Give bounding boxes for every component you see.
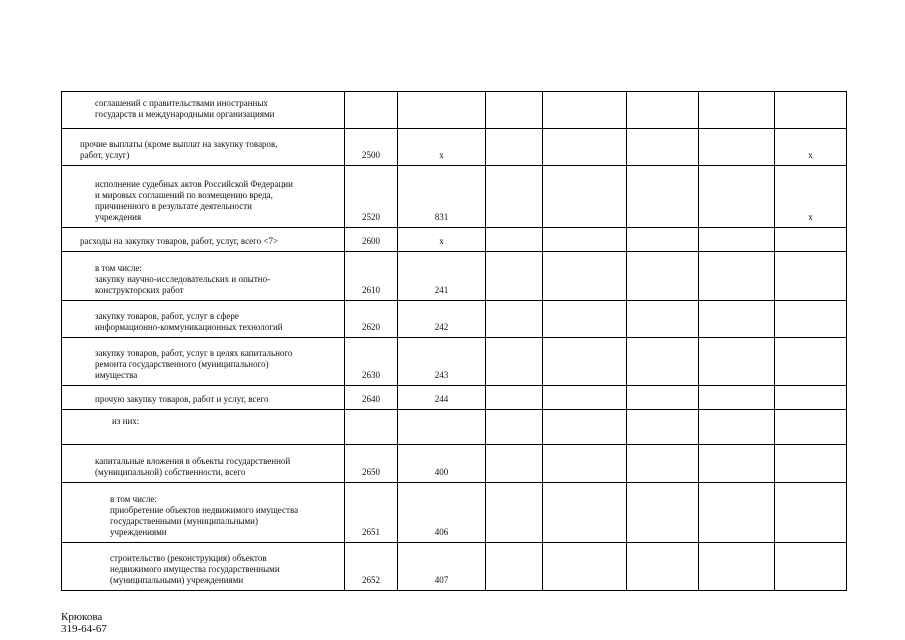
cell-empty (699, 483, 775, 543)
row-name: в том числе: приобретение объектов недвижимого имущества государственными (муниципальными) учреждениями (62, 483, 345, 543)
cell-empty (543, 386, 627, 410)
cell-empty (486, 228, 543, 252)
table-body (62, 92, 847, 591)
row-code (345, 410, 398, 445)
cell-empty (699, 228, 775, 252)
cell-empty (627, 129, 699, 166)
row-name: из них: (62, 410, 345, 445)
cell-empty (543, 483, 627, 543)
cell-empty (699, 543, 775, 591)
cell-empty (699, 129, 775, 166)
row-code: 2650 (345, 445, 398, 483)
table-row (62, 166, 847, 228)
row-name: соглашений с правительствами иностранных государств и международными организациями (62, 92, 345, 129)
cell-empty (627, 252, 699, 301)
row-name: исполнение судебных актов Российской Федерации и мировых соглашений по возмещению вреда, причиненного в результате деятельности учреждения (62, 166, 345, 228)
row-name: в том числе: закупку научно-исследовательских и опытно- конструкторских работ (62, 252, 345, 301)
table-row (62, 483, 847, 543)
row-kbk: 242 (398, 301, 486, 338)
cell-empty (699, 410, 775, 445)
row-col7 (775, 483, 847, 543)
cell-empty (543, 252, 627, 301)
cell-empty (486, 445, 543, 483)
cell-empty (627, 301, 699, 338)
row-code: 2500 (345, 129, 398, 166)
row-kbk: 244 (398, 386, 486, 410)
row-kbk: x (398, 228, 486, 252)
cell-empty (543, 129, 627, 166)
row-name: капитальные вложения в объекты государственной (муниципальной) собственности, всего (62, 445, 345, 483)
table-row (62, 129, 847, 166)
cell-empty (543, 445, 627, 483)
row-kbk: 400 (398, 445, 486, 483)
cell-empty (699, 92, 775, 129)
cell-empty (627, 483, 699, 543)
row-name: прочую закупку товаров, работ и услуг, всего (62, 386, 345, 410)
row-name: закупку товаров, работ, услуг в сфере информационно-коммуникационных технологий (62, 301, 345, 338)
cell-empty (627, 410, 699, 445)
row-code (345, 92, 398, 129)
row-col7 (775, 386, 847, 410)
cell-empty (699, 445, 775, 483)
row-name: расходы на закупку товаров, работ, услуг, всего <7> (62, 228, 345, 252)
row-code: 2651 (345, 483, 398, 543)
table-row (62, 445, 847, 483)
row-code: 2610 (345, 252, 398, 301)
cell-empty (627, 445, 699, 483)
row-col7 (775, 543, 847, 591)
row-kbk: 241 (398, 252, 486, 301)
cell-empty (486, 166, 543, 228)
cell-empty (543, 166, 627, 228)
row-name: строительство (реконструкция) объектов недвижимого имущества государственными (муниципальными) учреждениями (62, 543, 345, 591)
cell-empty (486, 92, 543, 129)
cell-empty (543, 338, 627, 386)
row-code: 2620 (345, 301, 398, 338)
row-code: 2600 (345, 228, 398, 252)
row-col7: x (775, 129, 847, 166)
row-code: 2520 (345, 166, 398, 228)
cell-empty (627, 386, 699, 410)
contact-name: Крюкова (61, 611, 103, 623)
row-col7 (775, 92, 847, 129)
cell-empty (486, 543, 543, 591)
cell-empty (543, 410, 627, 445)
row-col7 (775, 301, 847, 338)
row-kbk: 407 (398, 543, 486, 591)
row-code: 2630 (345, 338, 398, 386)
cell-empty (543, 92, 627, 129)
contact-phone: 319-64-67 (61, 623, 107, 635)
cell-empty (627, 92, 699, 129)
cell-empty (627, 338, 699, 386)
row-name: прочие выплаты (кроме выплат на закупку товаров, работ, услуг) (62, 129, 345, 166)
table-row (62, 301, 847, 338)
row-kbk: 406 (398, 483, 486, 543)
cell-empty (699, 166, 775, 228)
row-col7 (775, 252, 847, 301)
row-code: 2652 (345, 543, 398, 591)
table-row (62, 92, 847, 129)
cell-empty (486, 386, 543, 410)
footer-contact (61, 611, 107, 635)
row-col7 (775, 445, 847, 483)
row-kbk: 831 (398, 166, 486, 228)
cell-empty (486, 483, 543, 543)
cell-empty (699, 386, 775, 410)
row-kbk (398, 92, 486, 129)
cell-empty (486, 129, 543, 166)
table-row (62, 338, 847, 386)
cell-empty (627, 543, 699, 591)
financial-form-table (61, 91, 847, 591)
row-kbk: 243 (398, 338, 486, 386)
row-code: 2640 (345, 386, 398, 410)
cell-empty (543, 228, 627, 252)
row-name: закупку товаров, работ, услуг в целях капитального ремонта государственного (муниципального) имущества (62, 338, 345, 386)
row-col7 (775, 338, 847, 386)
row-col7: x (775, 166, 847, 228)
cell-empty (699, 252, 775, 301)
cell-empty (543, 301, 627, 338)
cell-empty (627, 228, 699, 252)
cell-empty (486, 338, 543, 386)
table-row (62, 252, 847, 301)
cell-empty (699, 301, 775, 338)
cell-empty (486, 252, 543, 301)
cell-empty (699, 338, 775, 386)
table-row (62, 386, 847, 410)
table-row (62, 228, 847, 252)
cell-empty (486, 301, 543, 338)
cell-empty (543, 543, 627, 591)
table-row (62, 410, 847, 445)
row-kbk (398, 410, 486, 445)
row-col7 (775, 228, 847, 252)
row-col7 (775, 410, 847, 445)
row-kbk: x (398, 129, 486, 166)
cell-empty (486, 410, 543, 445)
cell-empty (627, 166, 699, 228)
table-row (62, 543, 847, 591)
